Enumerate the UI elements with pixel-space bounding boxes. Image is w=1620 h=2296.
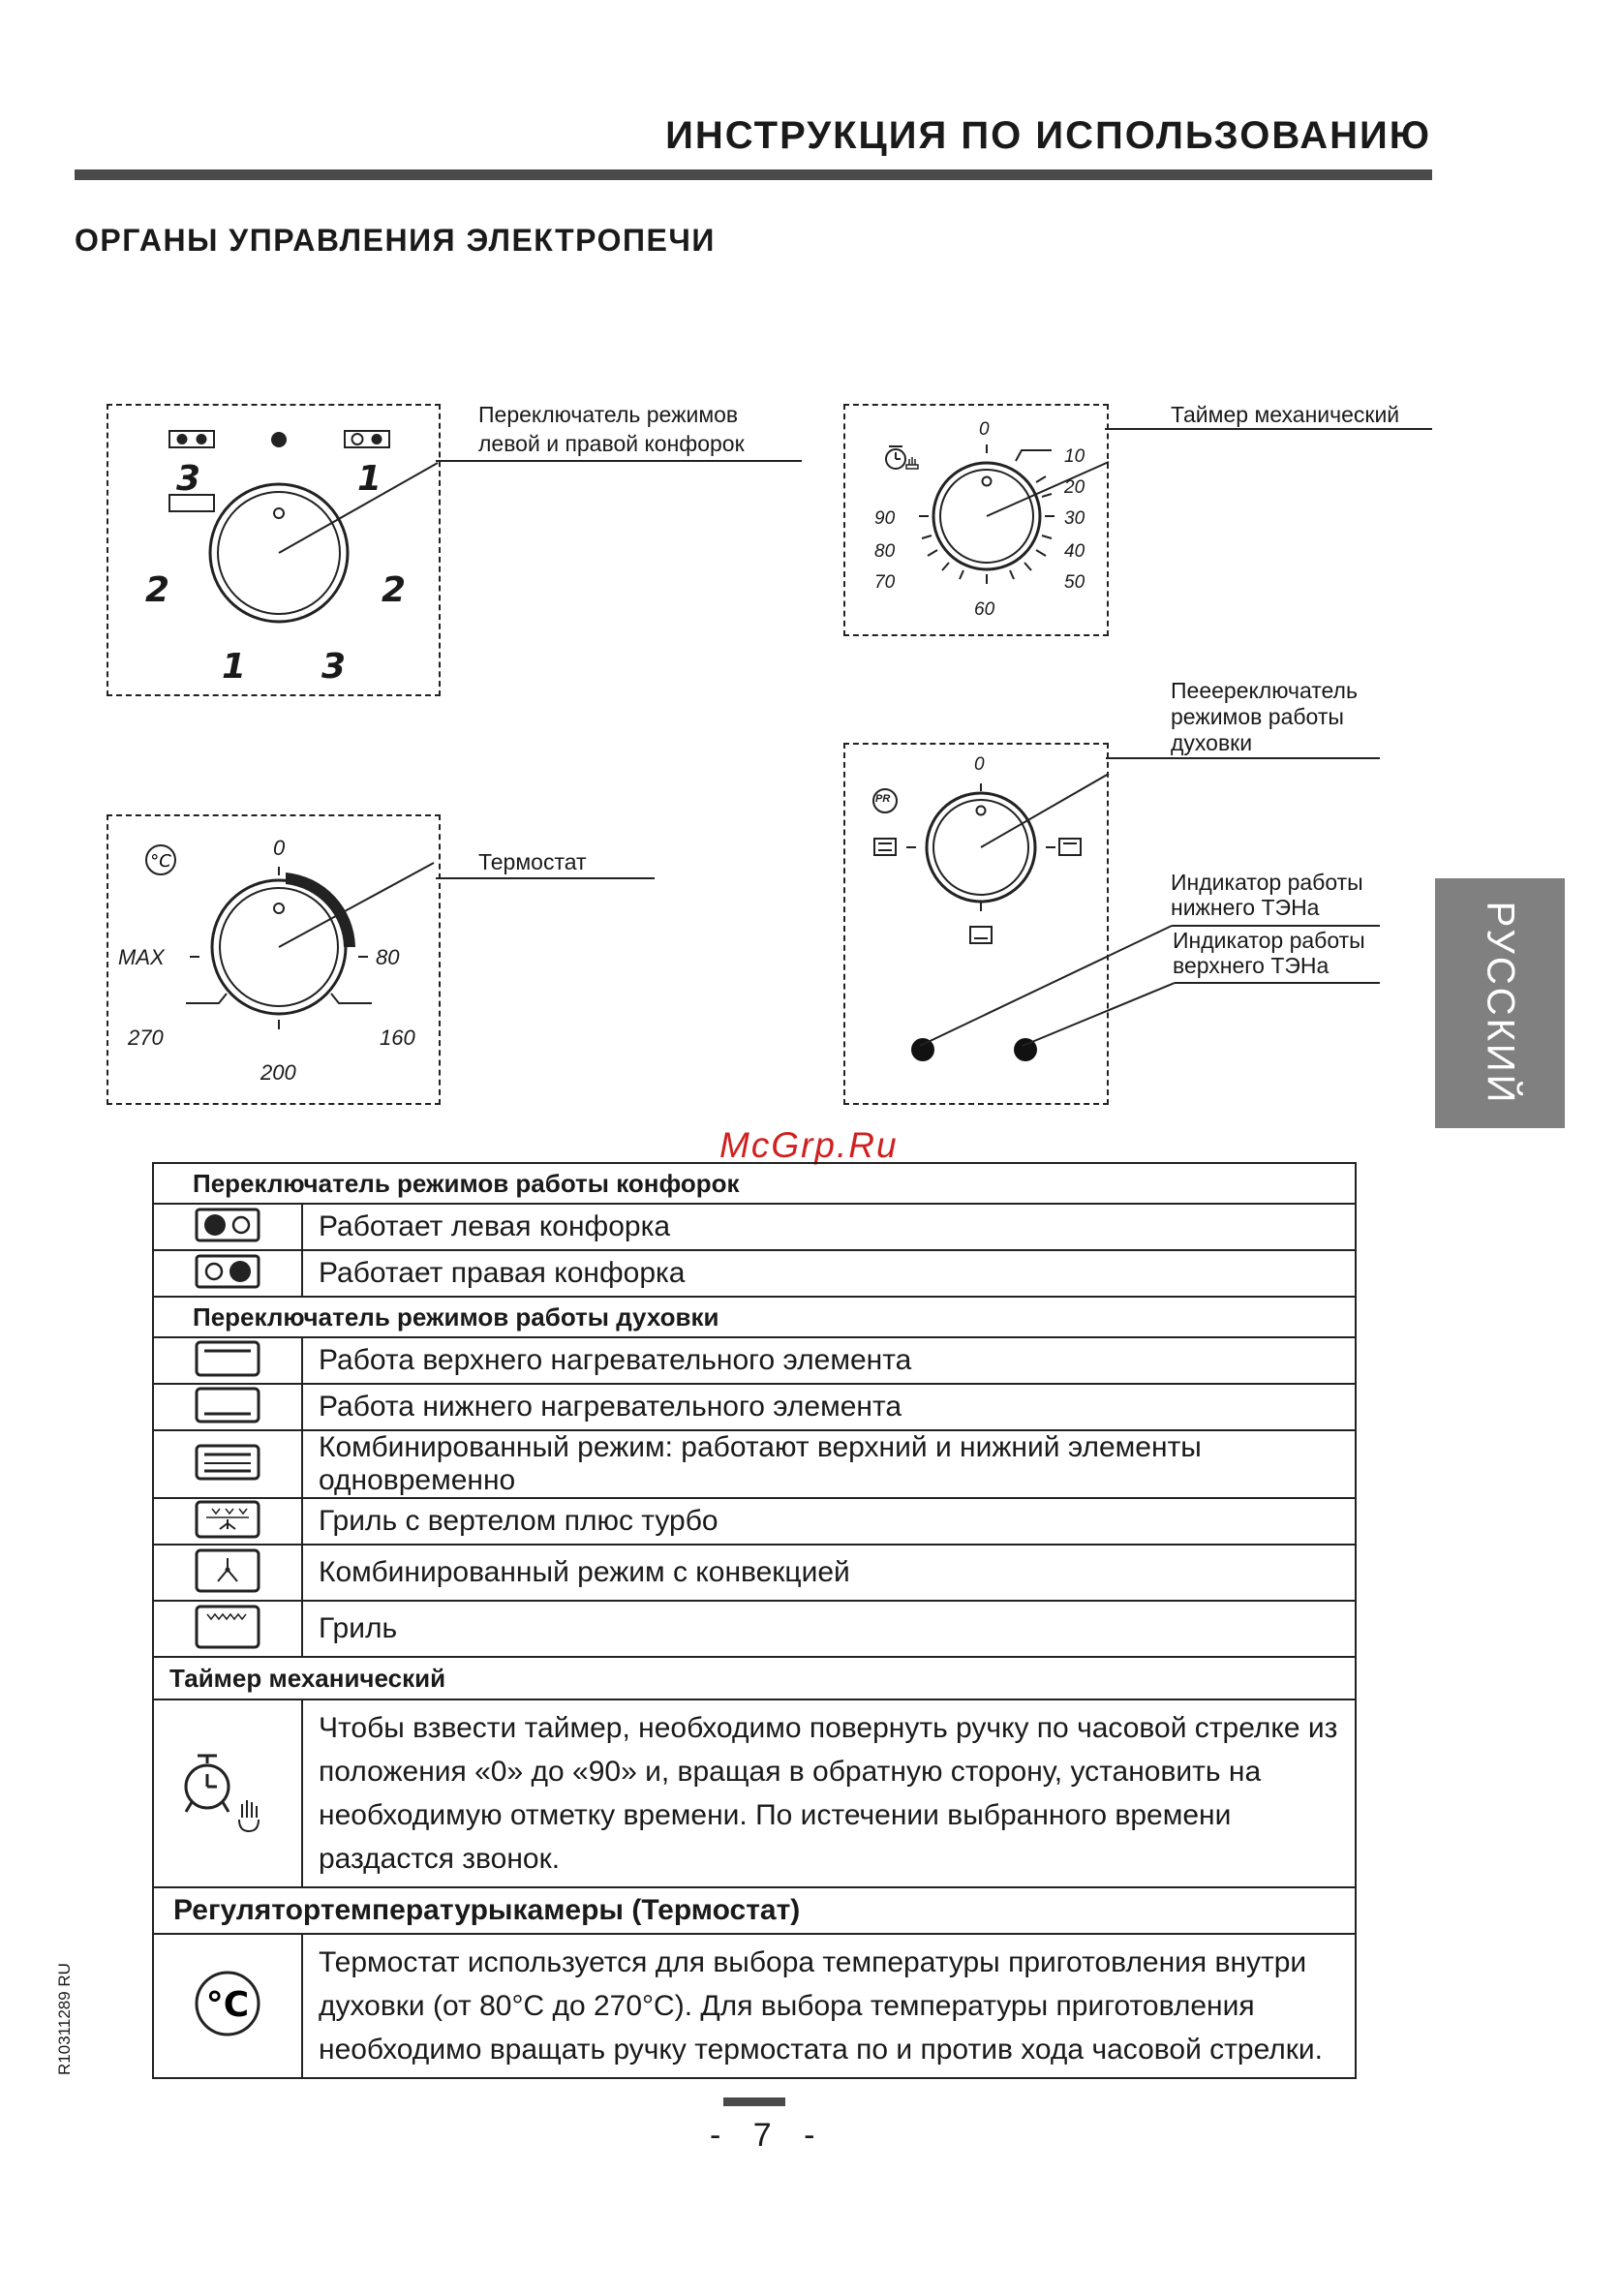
- both-burners-dot-icon: [271, 432, 287, 447]
- page-number-rule: [723, 2097, 785, 2106]
- timer-mark-20: 20: [1064, 477, 1085, 498]
- legend-icon-cell: [153, 1498, 302, 1545]
- legend-text: Работает левая конфорка: [302, 1204, 1356, 1250]
- hob-switch-label-line1: Переключатель режимов: [478, 402, 739, 427]
- legend-thermo-header: Регулятортемпературыкамеры (Термостат): [153, 1887, 1356, 1934]
- timer-leader-line: [987, 462, 1109, 516]
- timer-alarm-icon: [886, 446, 918, 469]
- thermostat-diagram: [107, 814, 441, 1105]
- hob-switch-diagram: [107, 404, 441, 696]
- grill-icon: [195, 1605, 260, 1649]
- legend-table: [152, 1162, 1357, 2079]
- legend-text: Работа нижнего нагревательного элемента: [302, 1384, 1356, 1430]
- hob-mark-mid-right: 2: [382, 570, 407, 610]
- bottom-heater-mode-icon: [874, 839, 896, 855]
- document-code: [50, 1963, 79, 2075]
- timer-alarm-clock-icon: [174, 1748, 281, 1835]
- thermostat-mark-max: MAX: [118, 945, 165, 969]
- timer-diagram: [843, 404, 1109, 636]
- hob-mark-bottom-left: 1: [222, 647, 247, 687]
- page-header-title: ИНСТРУКЦИЯ ПО ИСПОЛЬЗОВАНИЮ: [665, 114, 1431, 157]
- hob-switch-label-line2: левой и правой конфорок: [478, 431, 745, 456]
- legend-row: [153, 1498, 1356, 1545]
- legend-icon-cell: [153, 1337, 302, 1384]
- timer-mark-0: 0: [979, 419, 990, 440]
- thermostat-mark-200: 200: [260, 1060, 296, 1085]
- top-heater-icon: [195, 1340, 260, 1377]
- celsius-icon: [146, 845, 175, 874]
- grill-spit-turbo-icon: [195, 1500, 260, 1539]
- bottom-heater-icon: [195, 1387, 260, 1424]
- left-burner-icon: [195, 1208, 260, 1242]
- legend-text: Гриль: [302, 1601, 1356, 1657]
- legend-hob-header-row: [153, 1163, 1356, 1204]
- legend-timer-row: [153, 1699, 1356, 1887]
- language-tab-label: РУССКИЙ: [1479, 901, 1522, 1106]
- legend-text: Работа верхнего нагревательного элемента: [302, 1337, 1356, 1384]
- document-code-text: R10311289 RU: [55, 1963, 74, 2075]
- timer-mark-40: 40: [1064, 541, 1085, 562]
- lower-indicator-label-line2: нижнего ТЭНа: [1171, 895, 1320, 920]
- hob-mark-top-right: 1: [357, 459, 382, 499]
- timer-label: Таймер механический: [1171, 402, 1400, 427]
- thermostat-mark-270: 270: [128, 1026, 164, 1050]
- language-tab: [1435, 878, 1565, 1128]
- legend-text: Гриль с вертелом плюс турбо: [302, 1498, 1356, 1545]
- top-bottom-heater-icon: [195, 1444, 260, 1481]
- legend-thermo-header-row: [153, 1887, 1356, 1934]
- right-burner-icon: [195, 1254, 260, 1289]
- legend-text: Комбинированный режим: работают верхний и нижний элементы одновременно: [302, 1430, 1356, 1498]
- hob-mark-mid-left: 2: [145, 570, 170, 610]
- legend-timer-text: Чтобы взвести таймер, необходимо повернуть ручку по часовой стрелке из положения «0» до «90» и, вращая в обратную сторону, установить на необходимую отметку времени. По истечении выбранного времени раздастся звонок.: [302, 1699, 1356, 1887]
- timer-mark-50: 50: [1064, 572, 1085, 593]
- legend-icon-cell: [153, 1545, 302, 1601]
- legend-thermo-row: [153, 1934, 1356, 2078]
- legend-text: Комбинированный режим с конвекцией: [302, 1545, 1356, 1601]
- thermostat-mark-160: 160: [380, 1026, 415, 1050]
- celsius-icon: [193, 1969, 262, 2038]
- timer-mark-90: 90: [874, 508, 896, 529]
- legend-icon-cell: [153, 1430, 302, 1498]
- temperature-wedge: [286, 872, 355, 947]
- legend-row: [153, 1430, 1356, 1498]
- thermostat-leader-line: [279, 863, 434, 947]
- upper-indicator-label-line2: верхнего ТЭНа: [1173, 953, 1330, 978]
- oven-switch-label-line2: режимов работы: [1171, 704, 1344, 729]
- legend-row: [153, 1204, 1356, 1250]
- thermostat-label: Термостат: [478, 849, 587, 874]
- legend-icon-cell: [153, 1699, 302, 1887]
- timer-mark-60: 60: [974, 599, 995, 620]
- legend-icon-cell: [153, 1250, 302, 1297]
- legend-icon-cell: [153, 1384, 302, 1430]
- thermostat-mark-80: 80: [376, 945, 400, 969]
- header-rule: [75, 169, 1432, 180]
- svg-text:°C: °C: [150, 851, 171, 872]
- pr-badge-text: PR: [875, 793, 891, 805]
- legend-row: [153, 1250, 1356, 1297]
- legend-oven-header-row: [153, 1297, 1356, 1337]
- legend-icon-cell: [153, 1601, 302, 1657]
- legend-row: [153, 1337, 1356, 1384]
- legend-row: [153, 1384, 1356, 1430]
- legend-hob-header: Переключатель режимов работы конфорок: [153, 1163, 1356, 1204]
- svg-text:°C: °C: [205, 1985, 250, 2025]
- hob-mark-top-left: 3: [176, 459, 201, 499]
- thermostat-mark-0: 0: [273, 836, 286, 860]
- timer-mark-30: 30: [1064, 508, 1085, 529]
- section-heading: ОРГАНЫ УПРАВЛЕНИЯ ЭЛЕКТРОПЕЧИ: [75, 223, 716, 258]
- oven-switch-label-line3: духовки: [1171, 730, 1253, 755]
- legend-icon-cell: [153, 1204, 302, 1250]
- legend-text: Работает правая конфорка: [302, 1250, 1356, 1297]
- legend-oven-header: Переключатель режимов работы духовки: [153, 1297, 1356, 1337]
- page-number: - 7 -: [710, 2117, 827, 2154]
- legend-row: [153, 1601, 1356, 1657]
- left-burner-icon: [169, 431, 214, 447]
- thermostat-ticks: [186, 867, 372, 1029]
- oven-switch-mark-0: 0: [974, 754, 985, 775]
- oven-switch-label-line1: Пееереключатель: [1171, 678, 1358, 703]
- upper-indicator-label-line1: Индикатор работы: [1173, 928, 1365, 953]
- legend-thermo-text: Термостат используется для выбора температуры приготовления внутри духовки (от 80°C до 270°C). Для выбора температуры приготовления необходимо вращать ручку термостата по и против хода часовой стрелки.: [302, 1934, 1356, 2078]
- timer-mark-70: 70: [874, 572, 896, 593]
- legend-timer-header: Таймер механический: [153, 1657, 1356, 1699]
- hob-switch-graphic: [108, 406, 443, 698]
- convection-icon: [195, 1548, 260, 1593]
- legend-timer-header-row: [153, 1657, 1356, 1699]
- legend-row: [153, 1545, 1356, 1601]
- right-burner-icon: [345, 431, 389, 447]
- timer-mark-10: 10: [1064, 446, 1085, 467]
- watermark: McGrp.Ru: [719, 1125, 899, 1165]
- hob-mark-bottom-right: 3: [321, 647, 347, 687]
- timer-mark-80: 80: [874, 541, 896, 562]
- lower-indicator-label-line1: Индикатор работы: [1171, 870, 1363, 895]
- legend-icon-cell: [153, 1934, 302, 2078]
